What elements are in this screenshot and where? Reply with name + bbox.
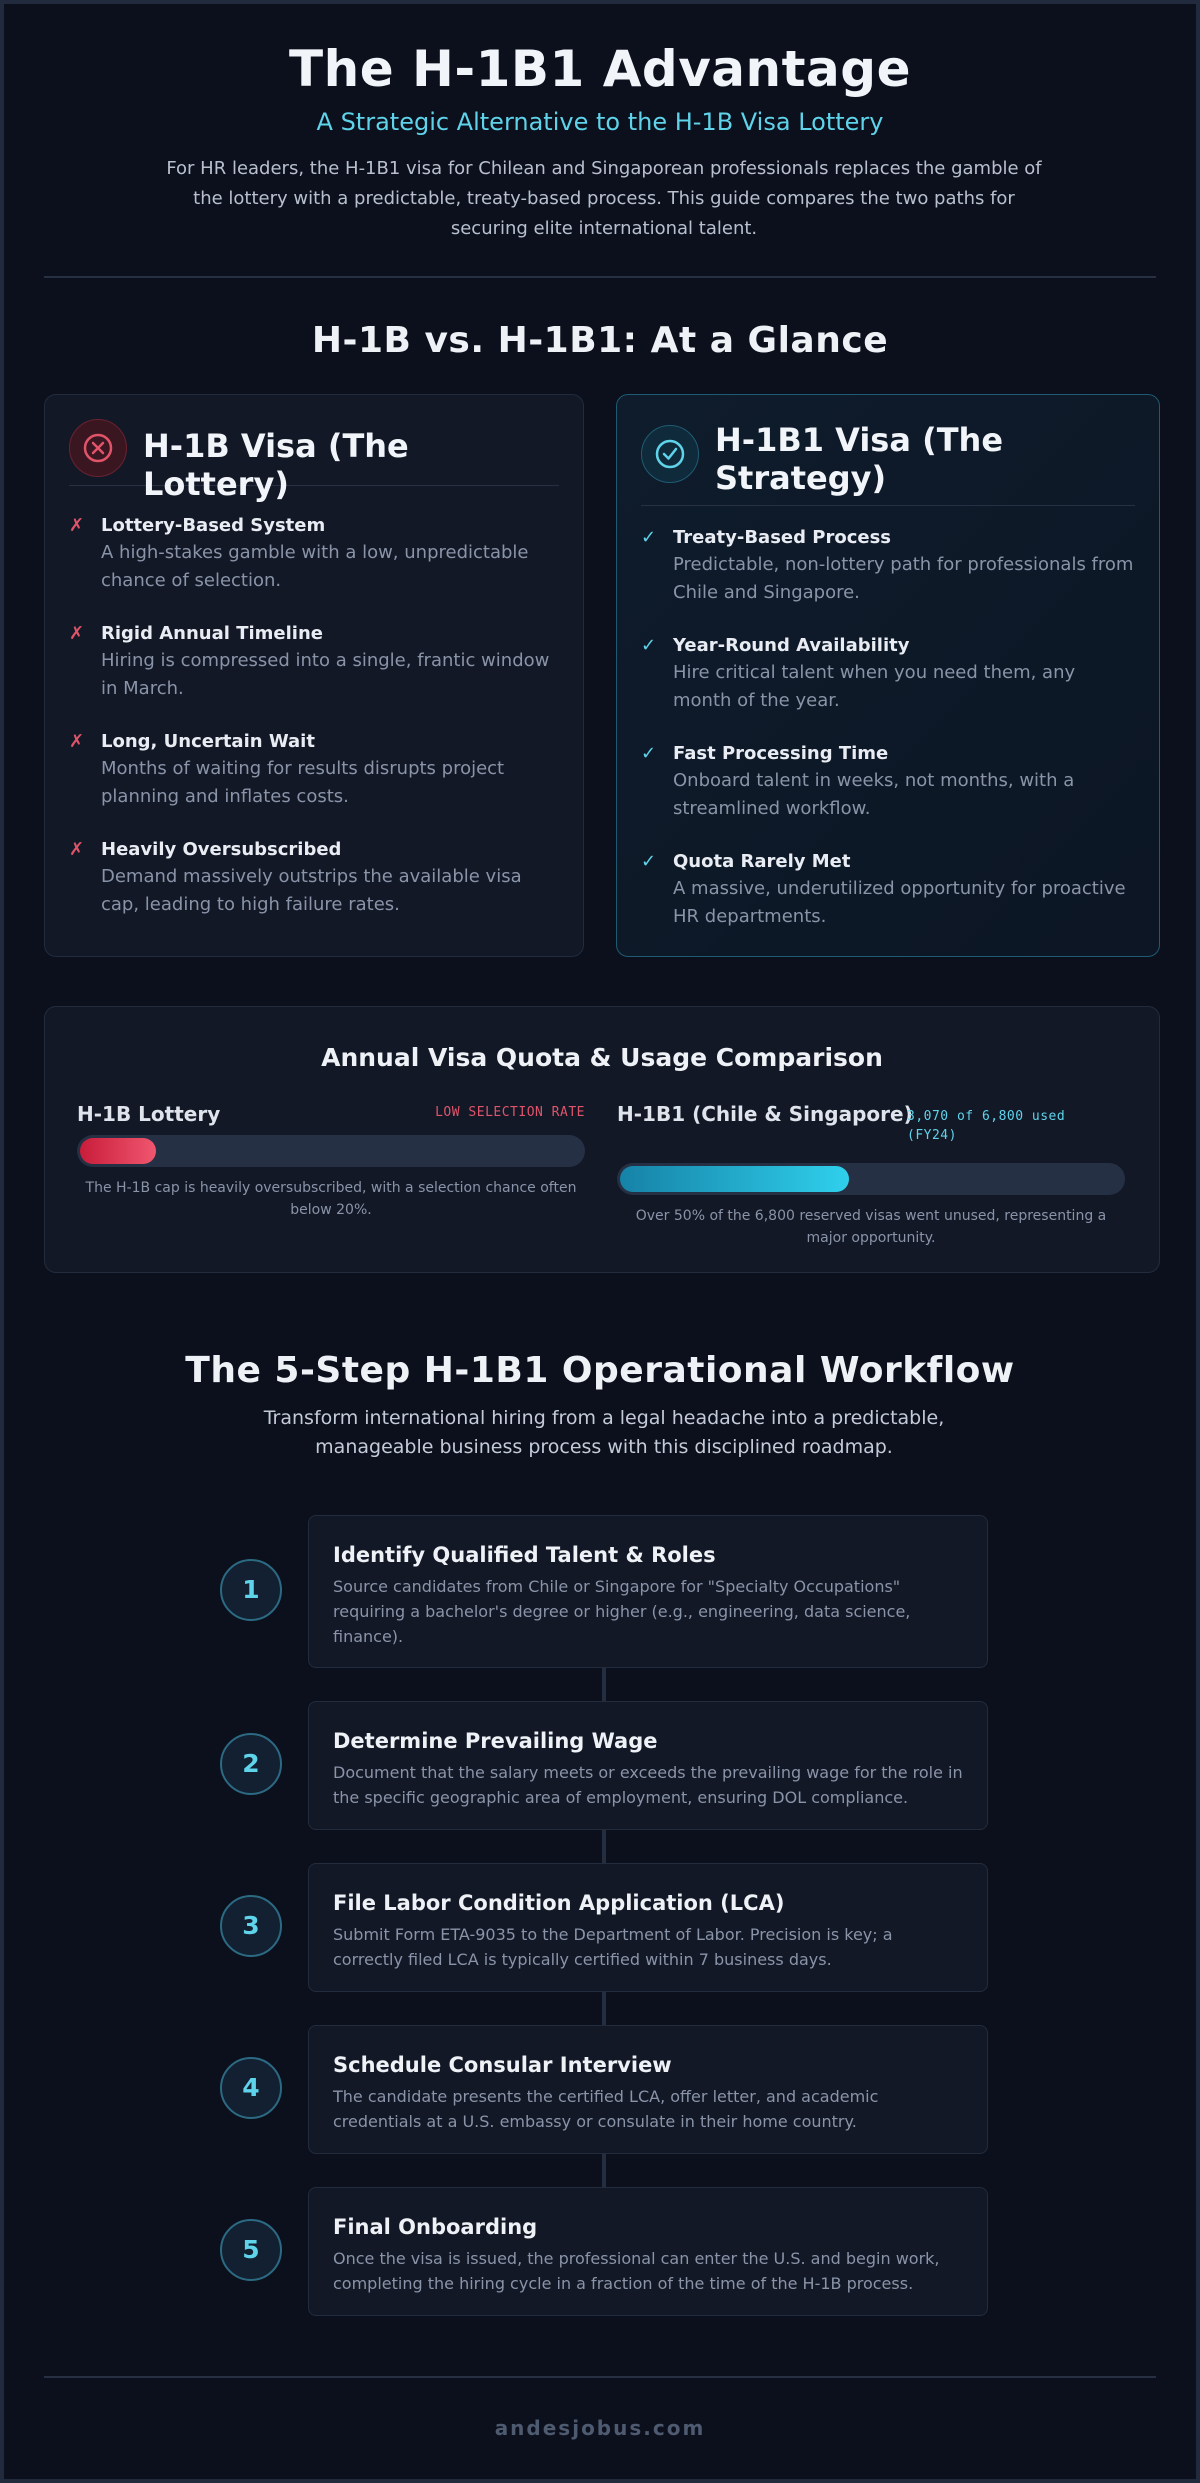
- step-card: [308, 1515, 988, 1668]
- h1b-card-title: H-1B Visa (The Lottery): [143, 427, 409, 503]
- x-circle-icon: [69, 419, 127, 477]
- check-icon: ✓: [641, 851, 657, 872]
- check-icon: ✓: [641, 743, 657, 764]
- cross-icon: ✗: [69, 731, 85, 752]
- h1b-item-title: Rigid Annual Timeline: [101, 623, 323, 644]
- step-desc: Source candidates from Chile or Singapore for "Specialty Occupations" requiring a bachelor's degree or higher (e.g., engineering, data science, finance).: [333, 1577, 911, 1646]
- step-card: [308, 1863, 988, 1992]
- check-icon: ✓: [641, 635, 657, 656]
- cross-icon: ✗: [69, 515, 85, 536]
- comparison-title: H-1B vs. H-1B1: At a Glance: [311, 320, 889, 361]
- quota-title: Annual Visa Quota & Usage Comparison: [321, 1043, 883, 1072]
- h1b1-card-title: H-1B1 Visa (The Strategy): [715, 421, 1004, 497]
- quota-h1b-note: The H-1B cap is heavily oversubscribed, with a selection chance often below 20%.: [85, 1180, 577, 1218]
- h1b1-item-title: Year-Round Availability: [673, 635, 910, 656]
- cross-icon: ✗: [69, 839, 85, 860]
- header-divider: [44, 276, 1156, 278]
- step-card: [308, 1701, 988, 1830]
- step-number: 5: [220, 2219, 282, 2281]
- step-title: Final Onboarding: [333, 2215, 538, 2239]
- h1b1-item-desc: A massive, underutilized opportunity for proactive HR departments.: [673, 878, 1126, 927]
- h1b-item: [69, 513, 559, 595]
- h1b1-item: [641, 741, 1135, 823]
- page-title: The H-1B1 Advantage: [289, 40, 911, 98]
- h1b1-card: [616, 394, 1160, 957]
- h1b-item-title: Long, Uncertain Wait: [101, 731, 315, 752]
- h1b1-card-header: [641, 417, 1135, 506]
- h1b-item-desc: A high-stakes gamble with a low, unpredictable chance of selection.: [101, 542, 529, 591]
- workflow-title: The 5-Step H-1B1 Operational Workflow: [185, 1350, 1015, 1391]
- h1b1-item-desc: Predictable, non-lottery path for professionals from Chile and Singapore.: [673, 554, 1134, 603]
- step-desc: The candidate presents the certified LCA, offer letter, and academic credentials at a U.S. embassy or consulate in their home country.: [333, 2087, 879, 2131]
- quota-h1b1-tag: 3,070 of 6,800 used (FY24): [907, 1109, 1066, 1143]
- quota-h1b1-bar: [617, 1163, 1125, 1195]
- step-number: 3: [220, 1895, 282, 1957]
- h1b-card: [44, 394, 584, 957]
- h1b-item: [69, 621, 559, 703]
- quota-h1b-fill: [80, 1138, 156, 1164]
- footer-brand: andesjobus.com: [494, 2416, 706, 2440]
- workflow-intro: Transform international hiring from a legal headache into a predictable, manageable business process with this disciplined roadmap.: [263, 1407, 945, 1458]
- h1b1-item-title: Quota Rarely Met: [673, 851, 851, 872]
- step-card: [308, 2187, 988, 2316]
- check-icon: ✓: [641, 527, 657, 548]
- quota-h1b-tag: LOW SELECTION RATE: [435, 1105, 585, 1120]
- h1b-item: [69, 837, 559, 919]
- quota-h1b1-note: Over 50% of the 6,800 reserved visas went unused, representing a major opportunity.: [635, 1208, 1107, 1246]
- step-title: Identify Qualified Talent & Roles: [333, 1543, 716, 1567]
- intro-paragraph: For HR leaders, the H-1B1 visa for Chilean and Singaporean professionals replaces the gamble of the lottery with a predictable, treaty-based process. This guide compares the two paths for securing elite international talent.: [166, 158, 1042, 239]
- quota-h1b1-label: H-1B1 (Chile & Singapore): [617, 1102, 913, 1126]
- quota-h1b1: [617, 1099, 1125, 1246]
- check-circle-icon: [641, 425, 699, 483]
- step-title: Determine Prevailing Wage: [333, 1729, 658, 1753]
- h1b1-item-title: Treaty-Based Process: [673, 527, 892, 548]
- h1b-item-title: Lottery-Based System: [101, 515, 326, 536]
- step-number: 2: [220, 1733, 282, 1795]
- quota-h1b-label: H-1B Lottery: [77, 1102, 221, 1126]
- h1b1-item-desc: Hire critical talent when you need them, any month of the year.: [673, 662, 1076, 711]
- step-desc: Document that the salary meets or exceeds the prevailing wage for the role in the specific geographic area of employment, ensuring DOL compliance.: [333, 1763, 963, 1807]
- quota-h1b-bar: [77, 1135, 585, 1167]
- step-desc: Submit Form ETA-9035 to the Department of Labor. Precision is key; a correctly filed LCA is typically certified within 7 business days.: [333, 1925, 893, 1969]
- h1b1-item-desc: Onboard talent in weeks, not months, with a streamlined workflow.: [673, 770, 1075, 819]
- quota-h1b1-fill: [620, 1166, 849, 1192]
- h1b-card-header: [69, 417, 559, 503]
- h1b-item-desc: Months of waiting for results disrupts project planning and inflates costs.: [101, 758, 505, 807]
- step-desc: Once the visa is issued, the professional can enter the U.S. and begin work, completing the hiring cycle in a fraction of the time of the H-1B process.: [333, 2249, 940, 2293]
- footer-divider: [44, 2376, 1156, 2378]
- step-number: 1: [220, 1559, 282, 1621]
- h1b1-item: [641, 525, 1135, 607]
- h1b-item-desc: Hiring is compressed into a single, frantic window in March.: [101, 650, 550, 699]
- h1b-item: [69, 729, 559, 811]
- cross-icon: ✗: [69, 623, 85, 644]
- step-title: Schedule Consular Interview: [333, 2053, 672, 2077]
- h1b-item-desc: Demand massively outstrips the available visa cap, leading to high failure rates.: [101, 866, 522, 915]
- quota-h1b: [77, 1099, 585, 1218]
- h1b1-item: [641, 633, 1135, 715]
- step-card: [308, 2025, 988, 2154]
- step-number: 4: [220, 2057, 282, 2119]
- h1b-item-title: Heavily Oversubscribed: [101, 839, 342, 860]
- quota-panel: [44, 1006, 1160, 1273]
- step-title: File Labor Condition Application (LCA): [333, 1891, 785, 1915]
- h1b1-item-title: Fast Processing Time: [673, 743, 889, 764]
- page-subtitle: A Strategic Alternative to the H-1B Visa Lottery: [316, 108, 884, 136]
- h1b1-item: [641, 849, 1135, 931]
